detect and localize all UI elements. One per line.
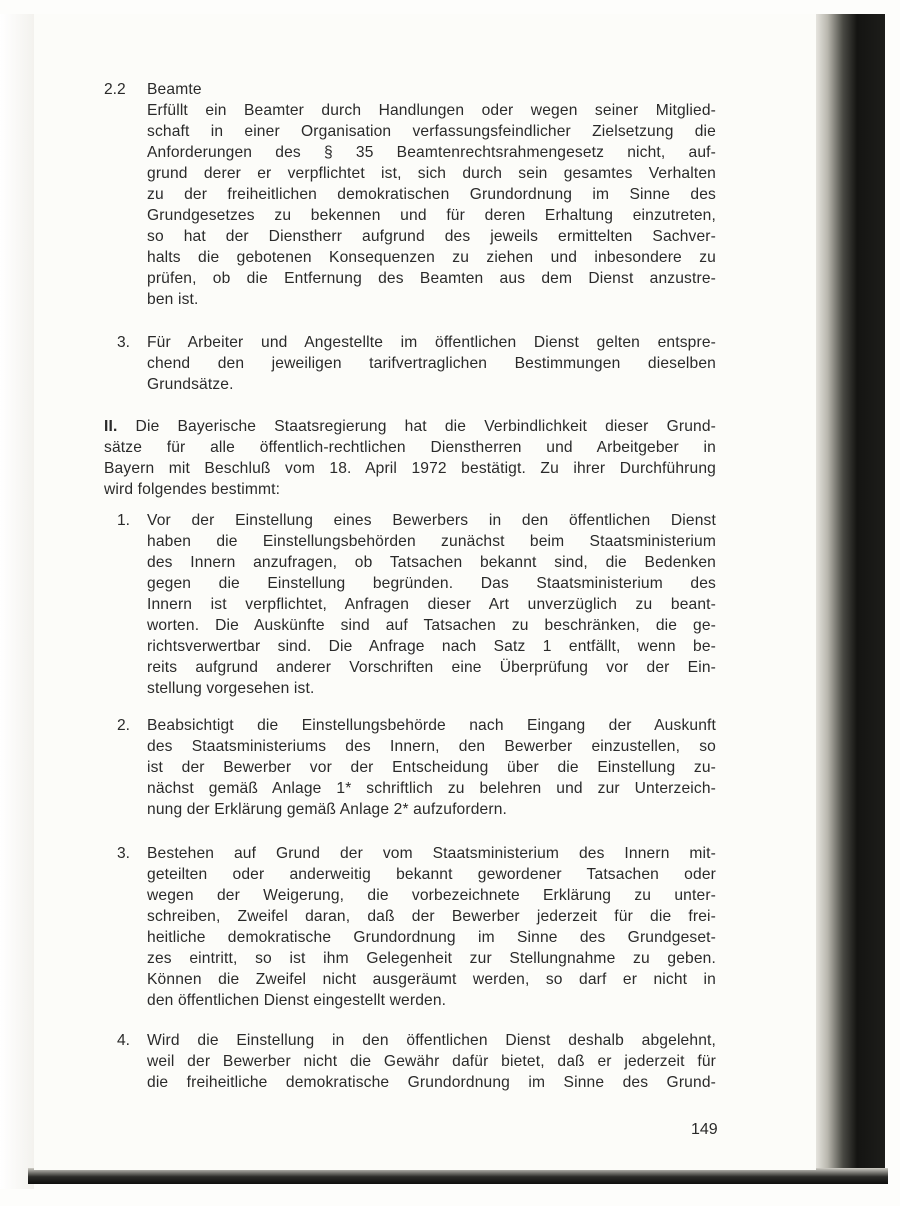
text-line: worten. Die Auskünfte sind auf Tatsachen zu beschränken, die ge- xyxy=(147,617,716,634)
page-number: 149 xyxy=(691,1121,718,1138)
text-line: des Innern anzufragen, ob Tatsachen bekannt sind, die Bedenken xyxy=(147,554,716,571)
text-line-content: Die Bayerische Staatsregierung hat die Verbindlichkeit dieser Grund- xyxy=(135,418,716,435)
text-line: Wird die Einstellung in den öffentlichen Dienst deshalb abgelehnt, xyxy=(147,1032,716,1049)
text-line: Für Arbeiter und Angestellte im öffentlichen Dienst gelten entspre- xyxy=(147,334,716,351)
left-margin xyxy=(0,14,34,1189)
text-line xyxy=(104,416,716,437)
text-line: chend den jeweiligen tarifvertraglichen Bestimmungen dieselben xyxy=(147,355,716,372)
section-number: 2.2 xyxy=(104,81,126,98)
text-line: Erfüllt ein Beamter durch Handlungen oder wegen seiner Mitglied- xyxy=(147,102,716,119)
text-line: ben ist. xyxy=(147,291,199,308)
section-heading: Beamte xyxy=(147,81,202,98)
text-line: Anforderungen des § 35 Beamtenrechtsrahmengesetz nicht, auf- xyxy=(147,144,716,161)
text-line: die freiheitliche demokratische Grundordnung im Sinne des Grund- xyxy=(147,1074,716,1091)
text-line: ist der Bewerber vor der Entscheidung über die Einstellung zu- xyxy=(147,759,716,776)
section-2-2-paragraph xyxy=(147,100,716,310)
text-line: haben die Einstellungsbehörden zunächst beim Staatsministerium xyxy=(147,533,716,550)
text-line: Bayern mit Beschluß vom 18. April 1972 bestätigt. Zu ihrer Durchführung xyxy=(104,460,716,477)
item-number: 1. xyxy=(117,512,131,529)
book-bottom-edge xyxy=(28,1168,888,1184)
item-paragraph xyxy=(147,510,716,699)
text-line: gegen die Einstellung begründen. Das Staatsministerium des xyxy=(147,575,716,592)
text-line: halts die gebotenen Konsequenzen zu ziehen und inbesondere zu xyxy=(147,249,716,266)
text-line: prüfen, ob die Entfernung des Beamten aus dem Dienst anzustre- xyxy=(147,270,716,287)
text-line: weil der Bewerber nicht die Gewähr dafür bietet, daß er jederzeit für xyxy=(147,1053,716,1070)
section-3-paragraph xyxy=(147,332,716,395)
text-line: sätze für alle öffentlich-rechtlichen Dienstherren und Arbeitgeber in xyxy=(104,439,716,456)
section-II-paragraph xyxy=(104,416,716,500)
text-line: Bestehen auf Grund der vom Staatsministerium des Innern mit- xyxy=(147,845,716,862)
text-line: den öffentlichen Dienst eingestellt werden. xyxy=(147,992,447,1009)
text-line: schreiben, Zweifel daran, daß der Bewerber jederzeit für die frei- xyxy=(147,908,716,925)
text-line: nung der Erklärung gemäß Anlage 2* aufzufordern. xyxy=(147,801,508,818)
text-line: schaft in einer Organisation verfassungsfeindlicher Zielsetzung die xyxy=(147,123,716,140)
text-line: wird folgendes bestimmt: xyxy=(104,481,281,498)
item-number: 3. xyxy=(117,845,131,862)
text-line: so hat der Dienstherr aufgrund des jeweils ermittelten Sachver- xyxy=(147,228,716,245)
text-line: Beabsichtigt die Einstellungsbehörde nach Eingang der Auskunft xyxy=(147,717,716,734)
item-number: 2. xyxy=(117,717,131,734)
item-paragraph xyxy=(147,1030,716,1093)
text-line: zu der freiheitlichen demokratischen Grundordnung im Sinne des xyxy=(147,186,716,203)
text-line: grund derer er verpflichtet ist, sich durch sein gesamtes Verhalten xyxy=(147,165,716,182)
section-number: 3. xyxy=(117,334,131,351)
text-line: Grundgesetzes zu bekennen und für deren Erhaltung einzutreten, xyxy=(147,207,716,224)
text-line: heitliche demokratische Grundordnung im Sinne des Grundgeset- xyxy=(147,929,716,946)
text-line: Innern ist verpflichtet, Anfragen dieser Art unverzüglich zu beant- xyxy=(147,596,716,613)
text-line: Können die Zweifel nicht ausgeräumt werden, so darf er nicht in xyxy=(147,971,716,988)
item-number: 4. xyxy=(117,1032,131,1049)
item-paragraph xyxy=(147,843,716,1011)
text-line: nächst gemäß Anlage 1* schriftlich zu belehren und zur Unterzeich- xyxy=(147,780,716,797)
text-line: Grundsätze. xyxy=(147,376,234,393)
text-line: stellung vorgesehen ist. xyxy=(147,680,315,697)
text-line: geteilten oder anderweitig bekannt gewordener Tatsachen oder xyxy=(147,866,716,883)
roman-numeral: II. xyxy=(104,418,118,435)
text-line: wegen der Weigerung, die vorbezeichnete Erklärung zu unter- xyxy=(147,887,716,904)
item-paragraph xyxy=(147,715,716,820)
book-binding-edge xyxy=(815,14,885,1174)
text-line: Vor der Einstellung eines Bewerbers in den öffentlichen Dienst xyxy=(147,512,716,529)
text-line: reits aufgrund anderer Vorschriften eine Überprüfung vor der Ein- xyxy=(147,659,716,676)
text-line: des Staatsministeriums des Innern, den Bewerber einzustellen, so xyxy=(147,738,716,755)
text-line: richtsverwertbar sind. Die Anfrage nach Satz 1 entfällt, wenn be- xyxy=(147,638,716,655)
text-line: zes eintritt, so ist ihm Gelegenheit zur Stellungnahme zu geben. xyxy=(147,950,716,967)
